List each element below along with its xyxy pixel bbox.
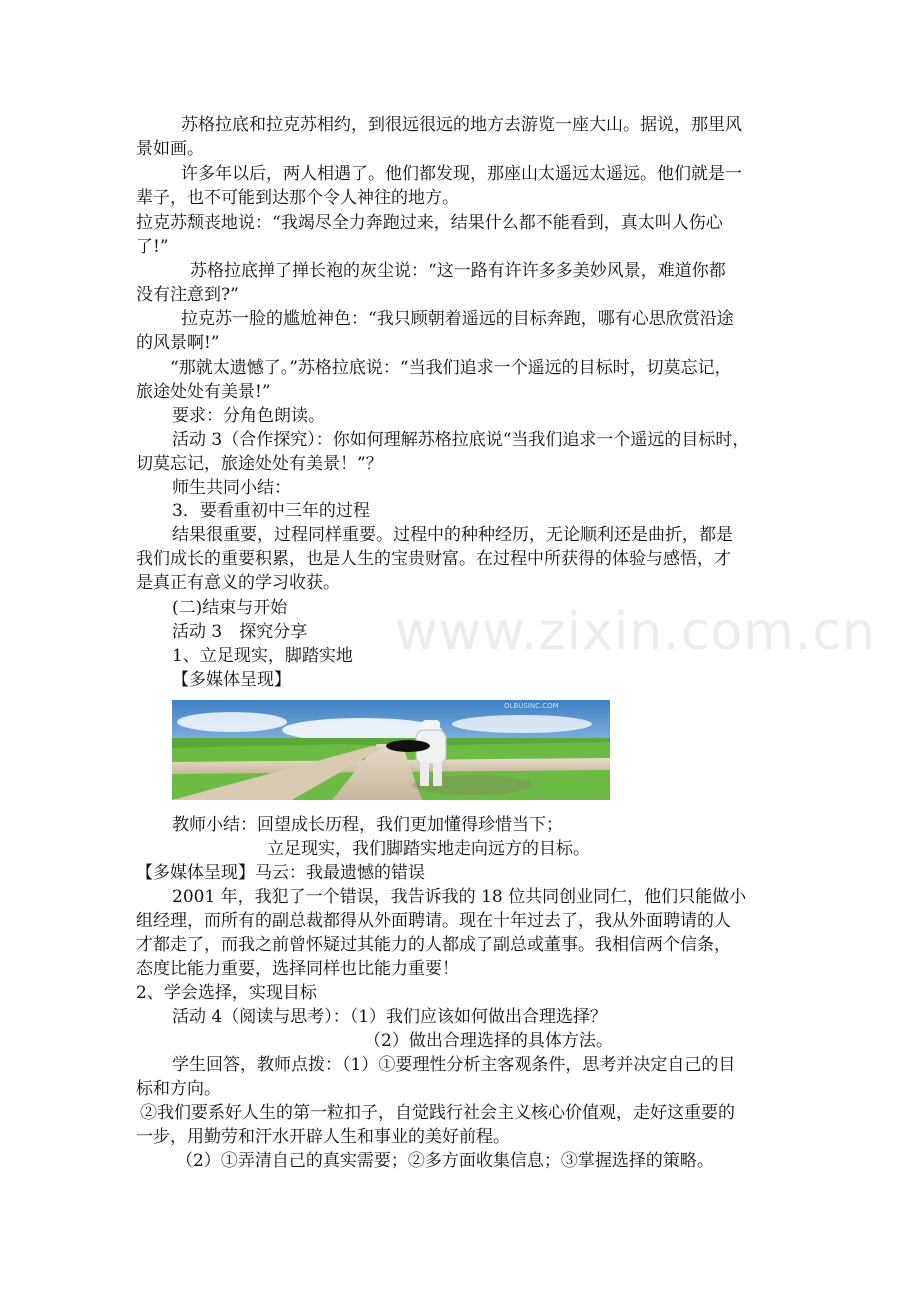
- text-line: 学生回答，教师点拨：（1）①要理性分析主客观条件，思考并决定自己的目: [172, 1055, 736, 1075]
- text-line: 要求：分角色朗读。: [172, 406, 325, 426]
- text-line: 拉克苏颓丧地说：“我竭尽全力奔跑过来，结果什么都不能看到，真太叫人伤心: [136, 213, 723, 233]
- text-line: 立足现实，我们脚踏实地走向远方的目标。: [267, 839, 590, 859]
- text-line: 拉克苏一脸的尴尬神色：“我只顾朝着遥远的目标奔跑，哪有心思欣赏沿途: [181, 309, 734, 329]
- text-line: 【多媒体呈现】马云：我最遗憾的错误: [136, 863, 425, 883]
- text-line: （2）做出合理选择的具体方法。: [364, 1031, 613, 1051]
- text-line: 【多媒体呈现】: [172, 670, 291, 690]
- text-line: 2001 年，我犯了一个错误，我告诉我的 18 位共同创业同仁，他们只能做小: [172, 887, 747, 907]
- text-line: 辈子，也不可能到达那个令人神往的地方。: [136, 188, 459, 208]
- crossroads-illustration: [172, 700, 610, 800]
- text-line: ②我们要系好人生的第一粒扣子，自觉践行社会主义核心价值观，走好这重要的: [140, 1103, 735, 1123]
- text-line: 2、学会选择，实现目标: [136, 983, 317, 1003]
- text-line: 的风景啊!”: [136, 333, 220, 353]
- figure-watermark: OLBUSINC.COM: [504, 702, 559, 710]
- text-line: 活动 4（阅读与思考）：（1）我们应该如何做出合理选择？: [172, 1007, 608, 1027]
- multimedia-illustration: [172, 700, 610, 800]
- text-line: 师生共同小结：: [172, 478, 291, 498]
- text-line: 结果很重要，过程同样重要。过程中的种种经历，无论顺利还是曲折，都是: [172, 525, 733, 545]
- text-line: 教师小结：回望成长历程，我们更加懂得珍惜当下；: [172, 815, 563, 835]
- text-line: 组经理，而所有的副总裁都得从外面聘请。现在十年过去了，我从外面聘请的人: [136, 911, 731, 931]
- text-line: 了!”: [136, 237, 169, 257]
- text-line: 苏格拉底和拉克苏相约，到很远很远的地方去游览一座大山。据说，那里风: [181, 115, 742, 135]
- site-watermark: www.zixin.com.cn: [395, 602, 876, 662]
- text-line: 没有注意到?”: [136, 285, 239, 305]
- text-line: 是真正有意义的学习收获。: [136, 573, 340, 593]
- text-line: 才都走了，而我之前曾怀疑过其能力的人都成了副总或董事。我相信两个信条，: [136, 935, 731, 955]
- text-line: 许多年以后，两人相遇了。他们都发现，那座山太遥远太遥远。他们就是一: [181, 164, 742, 184]
- text-line: 切莫忘记，旅途处处有美景！”？: [136, 454, 383, 474]
- text-line: 态度比能力重要，选择同样也比能力重要！: [136, 959, 459, 979]
- text-line: 景如画。: [136, 139, 204, 159]
- text-line: 活动 3（合作探究）：你如何理解苏格拉底说“当我们追求一个遥远的目标时，: [172, 430, 750, 450]
- text-line: 我们成长的重要积累，也是人生的宝贵财富。在过程中所获得的体验与感悟，才: [136, 549, 731, 569]
- text-line: 标和方向。: [136, 1079, 221, 1099]
- text-line: （2）①弄清自己的真实需要；②多方面收集信息；③掌握选择的策略。: [176, 1151, 714, 1171]
- text-line: 一步，用勤劳和汗水开辟人生和事业的美好前程。: [136, 1127, 510, 1147]
- text-line: 苏格拉底掸了掸长袍的灰尘说：“这一路有许许多多美妙风景，难道你都: [190, 261, 726, 281]
- text-line: 3．要看重初中三年的过程: [172, 501, 370, 521]
- text-line: (二)结束与开始: [172, 598, 288, 618]
- text-line: 活动 3 探究分享: [172, 622, 308, 642]
- text-line: 旅途处处有美景!”: [136, 382, 271, 402]
- text-line: 1、立足现实，脚踏实地: [172, 646, 353, 666]
- text-line: “那就太遗憾了。”苏格拉底说：“当我们追求一个遥远的目标时，切莫忘记，: [170, 358, 732, 378]
